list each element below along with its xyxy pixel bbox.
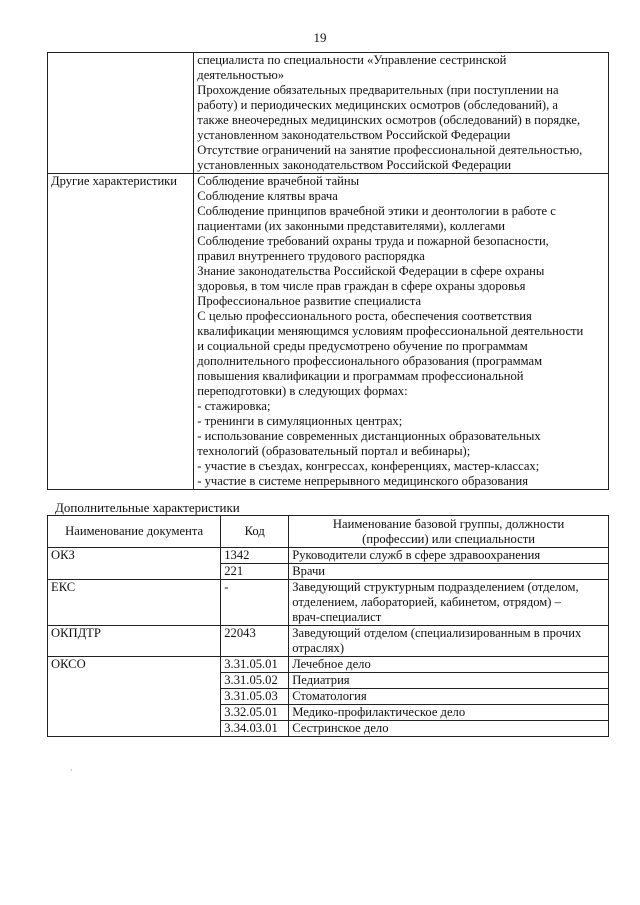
text-line: здоровья, в том числе прав граждан в сфере охраны здоровья (197, 279, 526, 293)
text-line: Соблюдение принципов врачебной этики и деонтологии в работе с (197, 204, 556, 218)
code-cell: - (221, 580, 289, 626)
table-row (48, 174, 609, 490)
text-line: установленных законодательством Российской Федерации (197, 158, 512, 172)
code-cell: 3.34.03.01 (221, 721, 289, 737)
text-line: Соблюдение врачебной тайны (197, 174, 360, 188)
text-line: С целью профессионального роста, обеспечения соответствия (197, 309, 532, 323)
header-name (289, 516, 609, 548)
code-cell: 3.31.05.02 (221, 673, 289, 689)
header-name-line: Наименование базовой группы, должности (332, 516, 565, 531)
text-line: Соблюдение требований охраны труда и пожарной безопасности, (197, 234, 549, 248)
name-cell: Сестринское дело (289, 721, 609, 737)
table-row (48, 580, 609, 626)
table-row (48, 626, 609, 657)
table-row (48, 657, 609, 673)
text-line: дополнительного профессионального образования (программам (197, 354, 543, 368)
text-line: - стажировка; (197, 399, 271, 413)
scan-speck: , (70, 761, 73, 773)
name-cell (289, 626, 609, 657)
text-line: - участие в съездах, конгрессах, конференциях, мастер-классах; (197, 459, 540, 473)
characteristics-table (47, 52, 609, 490)
name-cell: Руководители служб в сфере здравоохранения (289, 548, 609, 564)
text-line: технологий (образовательный портал и вебинары); (197, 444, 471, 458)
additional-characteristics-table (47, 515, 609, 737)
name-cell: Лечебное дело (289, 657, 609, 673)
text-line: Знание законодательства Российской Федерации в сфере охраны (197, 264, 545, 278)
name-line: отраслях) (292, 641, 345, 655)
code-cell: 3.32.05.01 (221, 705, 289, 721)
table-row (48, 548, 609, 564)
text-line: - использование современных дистанционных образовательных (197, 429, 541, 443)
code-cell: 1342 (221, 548, 289, 564)
name-cell: Медико-профилактическое дело (289, 705, 609, 721)
text-line: специалиста по специальности «Управление сестринской (197, 53, 507, 67)
code-cell: 3.31.05.01 (221, 657, 289, 673)
name-line: отделением, лабораторией, кабинетом, отрядом) – (292, 595, 561, 609)
text-line: Отсутствие ограничений на занятие профессиональной деятельностью, (197, 143, 583, 157)
header-code: Код (221, 516, 289, 548)
table-header-row (48, 516, 609, 548)
header-name-line: (профессии) или специальности (362, 531, 535, 546)
name-cell: Педиатрия (289, 673, 609, 689)
text-line: - участие в системе непрерывного медицинского образования (197, 474, 529, 488)
name-cell: Стоматология (289, 689, 609, 705)
text-line: деятельностью» (197, 68, 285, 82)
text-line: переподготовки) в следующих формах: (197, 384, 408, 398)
doc-okpdtr: ОКПДТР (48, 626, 221, 657)
name-line: Заведующий структурным подразделением (отделом, (292, 580, 579, 594)
section-title-text: Дополнительные характеристики (55, 500, 240, 515)
text-line: Соблюдение клятвы врача (197, 189, 338, 203)
doc-eks: ЕКС (48, 580, 221, 626)
text-line: установленном законодательством Российской Федерации (197, 128, 511, 142)
name-line: Заведующий отделом (специализированным в прочих (292, 626, 582, 640)
name-line: врач-специалист (292, 610, 382, 624)
text-line: Прохождение обязательных предварительных (при поступлении на (197, 83, 559, 97)
doc-okso: ОКСО (48, 657, 221, 737)
text-line: - тренинги в симуляционных центрах; (197, 414, 403, 428)
code-cell: 221 (221, 564, 289, 580)
table-row (48, 53, 609, 174)
text-line: правил внутреннего трудового распорядка (197, 249, 425, 263)
table-cell-empty (48, 53, 194, 174)
text-line: повышения квалификации и программам профессиональной (197, 369, 524, 383)
text-line: квалификации меняющимся условиям профессиональной деятельности (197, 324, 584, 338)
text-line: пациентами (их законными представителями), коллегами (197, 219, 506, 233)
code-cell: 3.31.05.03 (221, 689, 289, 705)
text-line: и социальной среды предусмотрено обучение по программам (197, 339, 528, 353)
header-document: Наименование документа (48, 516, 221, 548)
text-line: работу) и периодических медицинских осмотров (обследований), а (197, 98, 559, 112)
requirements-cell (194, 53, 609, 174)
doc-okz: ОКЗ (48, 548, 221, 580)
name-cell: Врачи (289, 564, 609, 580)
page-number: 19 (313, 30, 327, 45)
text-line: Профессиональное развитие специалиста (197, 294, 422, 308)
text-line: также внеочередных медицинских осмотров (обследований) в порядке, (197, 113, 581, 127)
name-cell (289, 580, 609, 626)
other-characteristics-cell (194, 174, 609, 490)
row-label: Другие характеристики (48, 174, 194, 490)
section-title (55, 500, 240, 515)
code-cell: 22043 (221, 626, 289, 657)
